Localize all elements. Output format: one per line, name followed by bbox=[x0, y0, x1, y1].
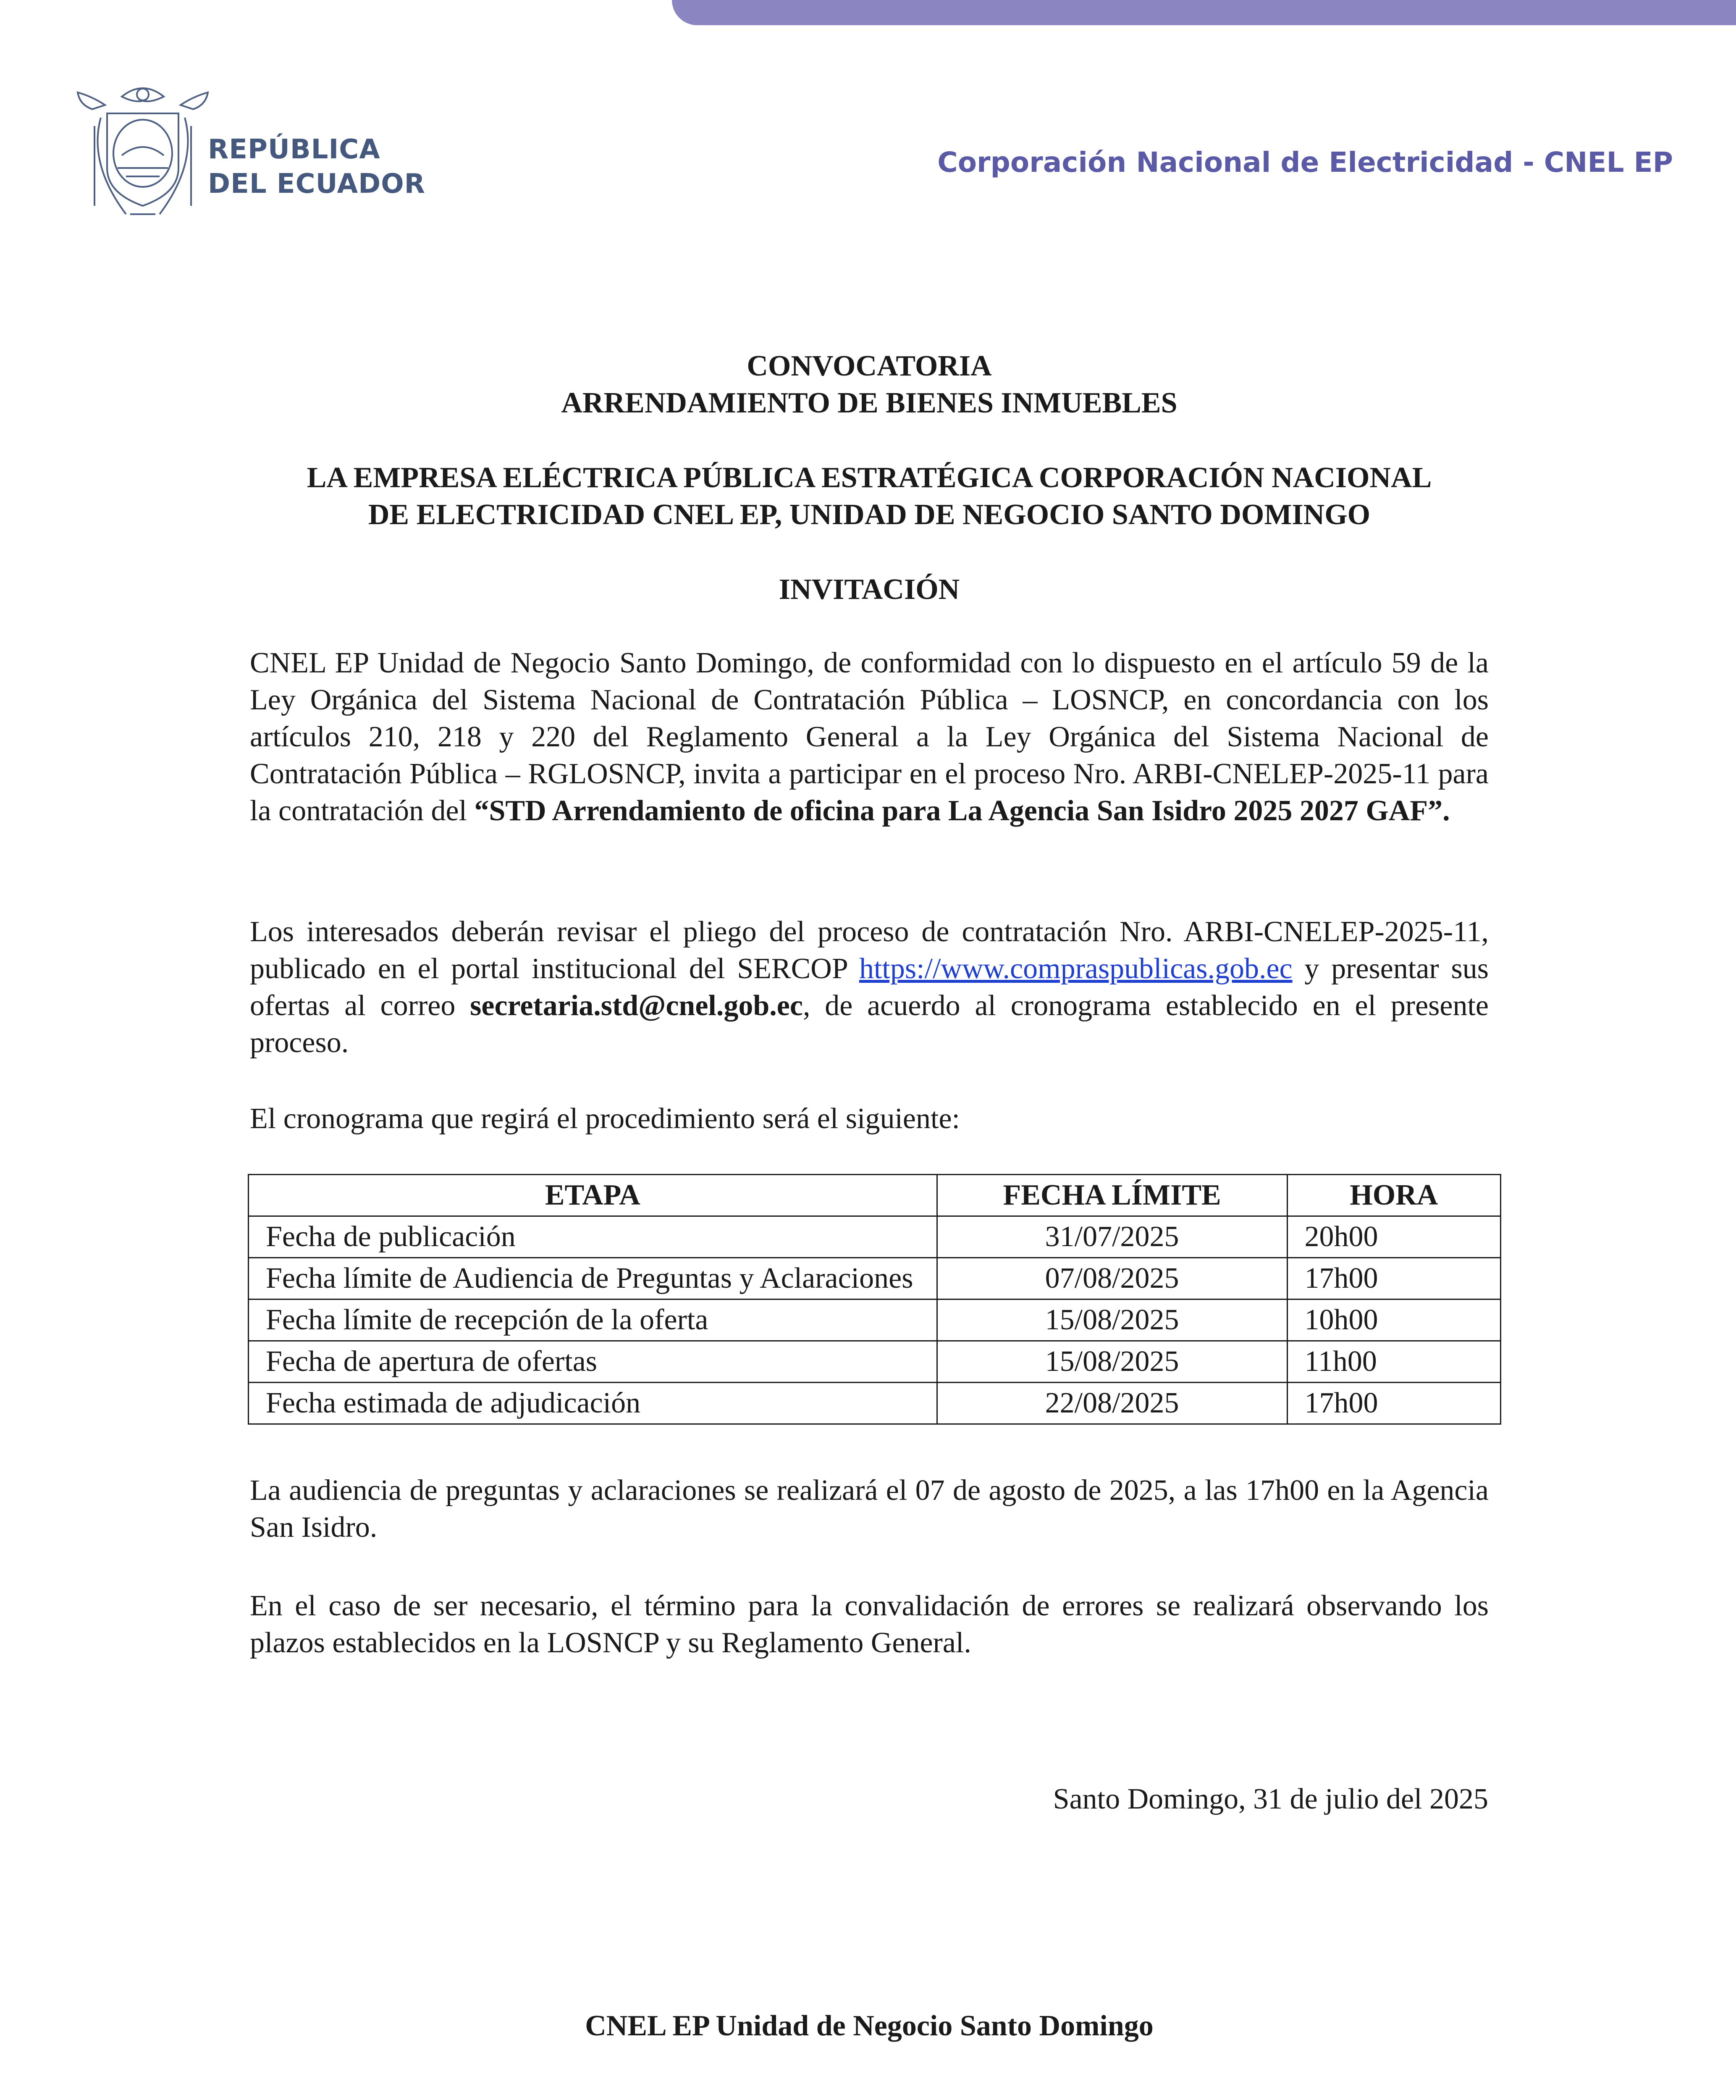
table-row bbox=[249, 1299, 1501, 1341]
cell-etapa: Fecha límite de recepción de la oferta bbox=[249, 1299, 937, 1341]
header-etapa: ETAPA bbox=[249, 1175, 937, 1216]
cell-hora: 17h00 bbox=[1287, 1258, 1500, 1299]
paragraph-invitation bbox=[250, 645, 1489, 830]
title-convocatoria: CONVOCATORIA bbox=[747, 350, 992, 382]
cell-fecha: 31/07/2025 bbox=[937, 1216, 1287, 1258]
cell-hora: 11h00 bbox=[1287, 1341, 1500, 1383]
cell-hora: 17h00 bbox=[1287, 1383, 1500, 1424]
paragraph-instructions bbox=[250, 914, 1489, 1061]
sercop-link[interactable]: https://www.compraspublicas.gob.ec bbox=[859, 953, 1293, 985]
corporation-title: Corporación Nacional de Electricidad - CNEL EP bbox=[937, 146, 1673, 178]
paragraph-audience: La audiencia de preguntas y aclaraciones se realizará el 07 de agosto de 2025, a las 17h00 en la Agencia San Isidro. bbox=[250, 1474, 1489, 1544]
header-fecha-limite: FECHA LÍMITE bbox=[937, 1175, 1287, 1216]
schedule-table bbox=[248, 1174, 1501, 1425]
paragraph-instructions-c: , de acuerdo al cronograma establecido en el presente proceso. bbox=[250, 990, 1489, 1059]
cell-fecha: 15/08/2025 bbox=[937, 1299, 1287, 1341]
cell-fecha: 15/08/2025 bbox=[937, 1341, 1287, 1383]
paragraph-instructions-a: Los interesados deberán revisar el pliego del proceso de contratación Nro. ARBI-CNELEP-2025-11, publicado en el portal institucional del SERCOP bbox=[250, 916, 1489, 985]
table-row bbox=[249, 1258, 1501, 1299]
table-header-row bbox=[249, 1175, 1501, 1216]
cell-etapa: Fecha de publicación bbox=[249, 1216, 937, 1258]
top-accent-bar bbox=[672, 0, 1736, 25]
email-address: secretaria.std@cnel.gob.ec bbox=[470, 990, 803, 1022]
paragraph-schedule-intro: El cronograma que regirá el procedimiento será el siguiente: bbox=[250, 1102, 960, 1135]
header-hora: HORA bbox=[1287, 1175, 1500, 1216]
cell-etapa: Fecha estimada de adjudicación bbox=[249, 1383, 937, 1424]
title-empresa-line1: LA EMPRESA ELÉCTRICA PÚBLICA ESTRATÉGICA CORPORACIÓN NACIONAL bbox=[307, 462, 1432, 494]
title-invitacion: INVITACIÓN bbox=[779, 573, 960, 606]
cell-hora: 10h00 bbox=[1287, 1299, 1500, 1341]
cell-hora: 20h00 bbox=[1287, 1216, 1500, 1258]
republica-line1: REPÚBLICA bbox=[208, 134, 380, 165]
title-arrendamiento: ARRENDAMIENTO DE BIENES INMUEBLES bbox=[561, 387, 1177, 419]
cell-etapa: Fecha límite de Audiencia de Preguntas y Aclaraciones bbox=[249, 1258, 937, 1299]
paragraph-instructions-b: y presentar sus ofertas al correo bbox=[250, 953, 1489, 1022]
cell-fecha: 07/08/2025 bbox=[937, 1258, 1287, 1299]
cell-etapa: Fecha de apertura de ofertas bbox=[249, 1341, 937, 1383]
process-name: “STD Arrendamiento de oficina para La Agencia San Isidro 2025 2027 GAF”. bbox=[474, 795, 1450, 827]
coat-of-arms-icon bbox=[76, 80, 210, 223]
place-date: Santo Domingo, 31 de julio del 2025 bbox=[1053, 1783, 1488, 1815]
signature-block: CNEL EP Unidad de Negocio Santo Domingo bbox=[585, 2010, 1154, 2042]
republica-line2: DEL ECUADOR bbox=[208, 168, 425, 200]
table-row bbox=[249, 1383, 1501, 1424]
republica-logo-text bbox=[208, 132, 425, 201]
title-empresa-line2: DE ELECTRICIDAD CNEL EP, UNIDAD DE NEGOCIO SANTO DOMINGO bbox=[368, 499, 1371, 531]
paragraph-convalidation: En el caso de ser necesario, el término para la convalidación de errores se realizará observando los plazos establecidos en la LOSNCP y su Reglamento General. bbox=[250, 1590, 1489, 1659]
paragraph-invitation-text: CNEL EP Unidad de Negocio Santo Domingo, de conformidad con lo dispuesto en el artículo 59 de la Ley Orgánica del Sistema Nacional de Contratación Pública – LOSNCP, en concordancia con los artículos 210, 218 y 220 del Reglamento General a la Ley Orgánica del Sistema Nacional de Contratación Pública – RGLOSNCP, invita a participar en el proceso Nro. ARBI-CNELEP-2025-11 para la contratación del bbox=[250, 647, 1489, 827]
cell-fecha: 22/08/2025 bbox=[937, 1383, 1287, 1424]
table-row bbox=[249, 1216, 1501, 1258]
table-row bbox=[249, 1341, 1501, 1383]
